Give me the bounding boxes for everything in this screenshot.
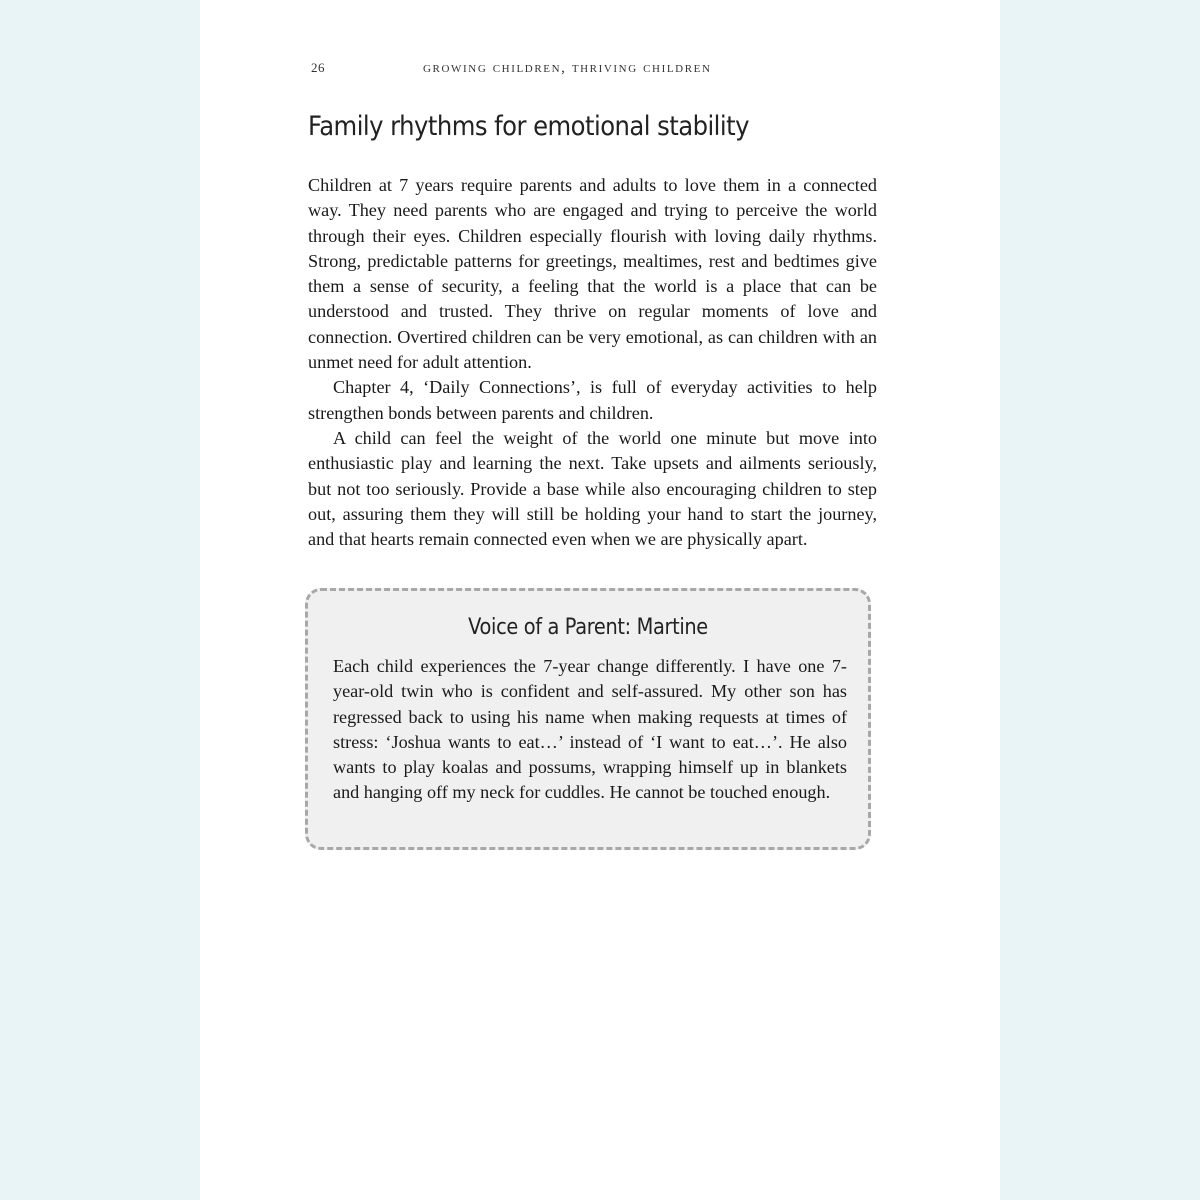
callout-title: Voice of a Parent: Martine — [468, 615, 708, 640]
page-number: 26 — [311, 60, 325, 75]
running-head — [308, 60, 878, 80]
parent-voice-callout — [305, 588, 871, 850]
callout-text: Each child experiences the 7-year change differently. I have one 7-year-old twin who is confident and self-assured. My other son has regressed back to using his name when making requests at times of stress: ‘Joshua wants to eat…’ instead of ‘I want to eat…’. He also wants to play koalas and possums, wrapping himself up in blankets and hanging off my neck for cuddles. He cannot be touched enough. — [333, 656, 847, 803]
paragraph: A child can feel the weight of the world one minute but move into enthusiastic play and learning the next. Take upsets and ailments seriously, but not too seriously. Provide a base while also encouraging children to step out, assuring them they will still be holding your hand to start the journey, and that hearts remain connected even when we are physically apart. — [308, 427, 877, 550]
paragraph: Children at 7 years require parents and adults to love them in a connected way. They need parents who are engaged and trying to perceive the world through their eyes. Children especially flourish with loving daily rhythms. Strong, predictable patterns for greetings, mealtimes, rest and bedtimes give them a sense of security, a feeling that the world is a place that can be understood and trusted. They thrive on regular moments of love and connection. Overtired children can be very emotional, as can children with an unmet need for adult attention. — [308, 175, 877, 373]
body-text — [308, 173, 877, 552]
section-heading: Family rhythms for emotional stability — [308, 111, 749, 142]
running-title: growing children, thriving children — [423, 60, 712, 76]
paragraph: Chapter 4, ‘Daily Connections’, is full of everyday activities to help strengthen bonds between parents and children. — [308, 377, 877, 423]
book-page — [200, 0, 1000, 1200]
